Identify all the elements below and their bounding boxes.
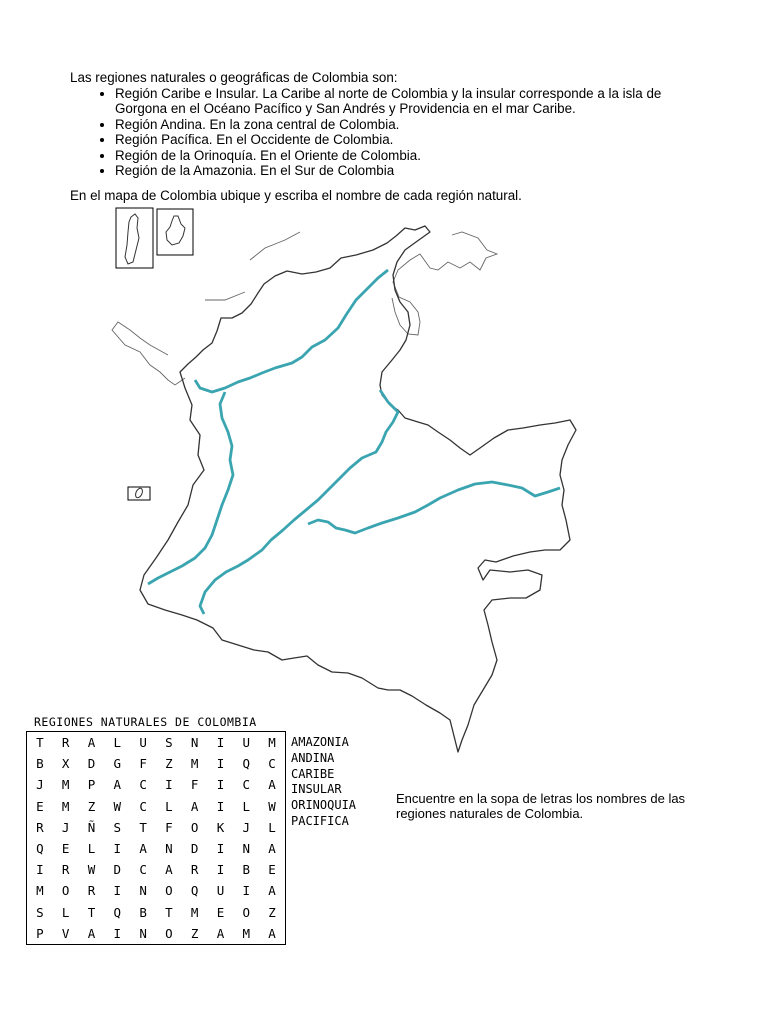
grid-cell: I	[216, 798, 225, 814]
grid-row	[27, 732, 286, 754]
grid-cell: C	[242, 777, 251, 793]
grid-cell: O	[61, 883, 70, 899]
word-list	[291, 735, 356, 830]
grid-cell: T	[139, 819, 147, 835]
grid-cell: C	[139, 777, 147, 793]
grid-cell: I	[36, 862, 44, 878]
grid-cell: M	[61, 798, 70, 814]
grid-cell: U	[139, 735, 147, 751]
grid-cell: B	[36, 756, 44, 772]
grid-cell: B	[242, 862, 251, 878]
orinoquia-amazonia-boundary	[308, 482, 560, 533]
grid-cell: D	[113, 862, 122, 878]
grid-cell: Q	[36, 841, 44, 857]
grid-cell: L	[61, 904, 70, 920]
grid-cell: G	[113, 756, 122, 772]
grid-cell: M	[190, 904, 199, 920]
grid-cell: U	[242, 735, 251, 751]
grid-cell: A	[268, 841, 276, 857]
grid-cell: R	[87, 883, 96, 899]
border-north-lines	[205, 232, 300, 300]
grid-cell: L	[165, 798, 173, 814]
panama-outline	[112, 322, 185, 385]
word-list-item: INSULAR	[291, 782, 342, 797]
grid-row	[27, 817, 286, 838]
grid-cell: I	[113, 841, 122, 857]
grid-cell: F	[139, 756, 147, 772]
grid-cell: M	[242, 925, 251, 941]
grid-cell: W	[87, 862, 96, 878]
grid-cell: W	[268, 798, 276, 814]
grid-cell: M	[268, 735, 276, 751]
grid-cell: N	[139, 925, 147, 941]
grid-cell: X	[61, 756, 70, 772]
grid-cell: I	[216, 841, 225, 857]
grid-cell: I	[242, 883, 251, 899]
grid-cell: C	[268, 756, 276, 772]
list-item-orinoquia: • Región de la Orinoquía. En el Oriente de Colombia.	[115, 148, 710, 164]
grid-cell: L	[242, 798, 251, 814]
grid-cell: A	[87, 925, 96, 941]
grid-cell: N	[165, 841, 173, 857]
map-instruction: En el mapa de Colombia ubique y escriba el nombre de cada región natural.	[70, 188, 522, 203]
grid-cell: A	[139, 841, 147, 857]
grid-cell: A	[268, 777, 276, 793]
grid-cell: J	[61, 819, 70, 835]
grid-row	[27, 796, 286, 817]
grid-cell: N	[190, 735, 199, 751]
grid-cell: Z	[268, 904, 276, 920]
grid-cell: P	[36, 925, 44, 941]
grid-cell: I	[113, 925, 122, 941]
grid-cell: I	[216, 756, 225, 772]
country-outline	[140, 226, 576, 752]
grid-cell: I	[216, 862, 225, 878]
intro-heading: Las regiones naturales o geográficas de Colombia son:	[70, 70, 398, 85]
grid-cell: K	[216, 819, 225, 835]
grid-cell: A	[268, 925, 276, 941]
grid-cell: L	[87, 841, 96, 857]
grid-cell: A	[87, 735, 96, 751]
grid-cell: M	[61, 777, 70, 793]
grid-cell: E	[61, 841, 70, 857]
grid-cell: Z	[87, 798, 96, 814]
grid-cell: E	[36, 798, 44, 814]
grid-cell: Q	[113, 904, 122, 920]
grid-cell: Q	[242, 756, 251, 772]
grid-row	[27, 880, 286, 901]
grid-cell: J	[242, 819, 251, 835]
grid-cell: T	[87, 904, 96, 920]
grid-row	[27, 859, 286, 880]
grid-cell: C	[139, 798, 147, 814]
word-list-item: PACIFICA	[291, 813, 349, 828]
list-item-andina: • Región Andina. En la zona central de Colombia.	[115, 117, 710, 133]
grid-cell: S	[165, 735, 173, 751]
grid-cell: I	[113, 883, 122, 899]
grid-cell: T	[165, 904, 173, 920]
grid-cell: D	[190, 841, 199, 857]
grid-cell: S	[113, 819, 122, 835]
grid-cell: Ñ	[87, 819, 96, 835]
grid-cell: I	[216, 735, 225, 751]
grid-cell: S	[36, 904, 44, 920]
grid-row	[27, 923, 286, 945]
word-list-item: CARIBE	[291, 766, 335, 781]
grid-cell: I	[165, 777, 173, 793]
grid-cell: L	[113, 735, 122, 751]
grid-cell: R	[36, 819, 44, 835]
grid-cell: M	[36, 883, 44, 899]
grid-cell: E	[216, 904, 225, 920]
providencia-inset	[157, 209, 193, 255]
grid-cell: A	[165, 862, 173, 878]
grid-cell: O	[165, 883, 173, 899]
grid-cell: D	[87, 756, 96, 772]
list-item-caribe: • Región Caribe e Insular. La Caribe al norte de Colombia y la insular corresponde a la isla de Gorgona en el Océano Pacífico y San Andrés y Providencia en el mar Caribe.	[115, 86, 710, 117]
san-andres-inset	[116, 208, 153, 268]
grid-cell: R	[61, 862, 70, 878]
wordsearch-title: REGIONES NATURALES DE COLOMBIA	[34, 715, 257, 729]
grid-cell: F	[190, 777, 199, 793]
grid-cell: L	[268, 819, 276, 835]
grid-row	[27, 774, 286, 795]
word-list-item: AMAZONIA	[291, 735, 349, 749]
grid-cell: O	[165, 925, 173, 941]
grid-cell: V	[61, 925, 70, 941]
andean-east-boundary	[200, 390, 398, 614]
wordsearch-grid	[26, 731, 286, 945]
caribbean-region-boundary	[195, 270, 388, 392]
grid-row	[27, 753, 286, 774]
grid-cell: M	[190, 756, 199, 772]
grid-cell: Z	[190, 925, 199, 941]
grid-cell: A	[113, 777, 122, 793]
word-list-item: ORINOQUIA	[291, 798, 357, 813]
grid-cell: O	[242, 904, 251, 920]
grid-cell: Q	[190, 883, 199, 899]
grid-cell: T	[36, 735, 44, 751]
grid-cell: F	[165, 819, 173, 835]
grid-cell: U	[216, 883, 225, 899]
grid-cell: C	[139, 862, 147, 878]
grid-cell: N	[139, 883, 147, 899]
list-item-pacifica: • Región Pacífica. En el Occidente de Colombia.	[115, 132, 710, 148]
grid-cell: I	[216, 777, 225, 793]
grid-cell: P	[87, 777, 96, 793]
grid-cell: W	[113, 798, 122, 814]
grid-cell: A	[268, 883, 276, 899]
grid-cell: R	[61, 735, 70, 751]
list-item-amazonia: • Región de la Amazonia. En el Sur de Colombia	[115, 163, 710, 179]
grid-cell: N	[242, 841, 251, 857]
grid-cell: R	[190, 862, 199, 878]
grid-row	[27, 902, 286, 923]
grid-cell: E	[268, 862, 276, 878]
word-list-item: ANDINA	[291, 750, 335, 765]
grid-cell: A	[216, 925, 225, 941]
grid-cell: B	[139, 904, 147, 920]
grid-cell: A	[190, 798, 199, 814]
grid-cell: O	[190, 819, 199, 835]
grid-cell: Z	[165, 756, 173, 772]
grid-row	[27, 838, 286, 859]
wordsearch-instruction: Encuentre en la sopa de letras los nombres de las regiones naturales de Colombia.	[396, 791, 686, 821]
gorgona-inset	[128, 487, 150, 500]
grid-cell: J	[36, 777, 44, 793]
